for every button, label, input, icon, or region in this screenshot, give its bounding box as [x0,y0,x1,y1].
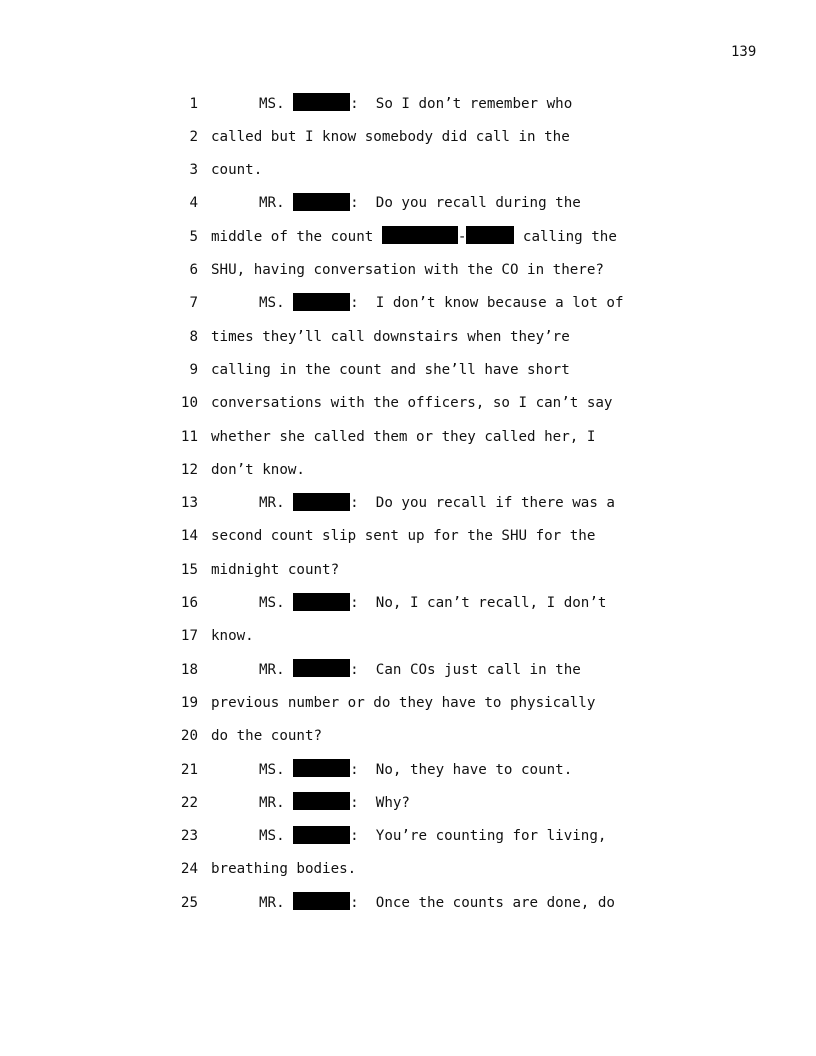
redacted-name [293,293,350,311]
line-number: 25 [180,894,198,911]
transcript-line [0,393,816,413]
continuation-line: conversations with the officers, so I can’t say [211,395,613,412]
transcript-line [0,726,816,746]
line-number: 1 [189,95,198,112]
line-number: 8 [189,328,198,345]
continuation-line: don’t know. [211,461,305,478]
speech-text: : No, I can’t recall, I don’t [350,595,607,611]
redacted-name [293,659,350,677]
redacted-name [293,792,350,810]
speaker-title: MR. [259,794,285,811]
transcript-line [0,493,816,513]
transcript-line [0,160,816,180]
continuation-line: midnight count? [211,561,340,578]
speaker-title: MS. [259,95,285,112]
transcript-line [0,693,816,713]
speaker-line [259,593,606,613]
speech-text: : Why? [350,794,410,811]
continuation-line: called but I know somebody did call in the [211,128,570,145]
continuation-line [211,227,617,247]
transcript-line [0,526,816,546]
redacted-name [293,593,350,611]
line-number: 19 [180,694,198,711]
line-number: 18 [180,661,198,678]
line-number: 11 [180,428,198,445]
redacted-name [293,826,350,844]
redacted-name [293,93,350,111]
speech-text: : I don’t know because a lot of [350,295,624,312]
speech-text: : No, they have to count. [350,761,573,778]
transcript-line [0,327,816,347]
speaker-title: MS. [259,295,285,312]
line-number: 15 [180,561,198,578]
speaker-title: MS. [259,828,285,845]
line-number: 6 [189,262,198,278]
transcript-line [0,460,816,480]
redacted-name [293,493,350,511]
line-number: 17 [180,628,198,645]
line-number: 5 [189,228,198,245]
transcript-line [0,626,816,646]
speaker-title: MS. [259,595,285,611]
speaker-title: MR. [259,894,285,911]
continuation-line: second count slip sent up for the SHU for the [211,528,596,545]
transcript-line [0,593,816,613]
transcript-line [0,859,816,879]
line-number: 22 [180,794,198,811]
speaker-line [259,493,615,513]
line-number: 3 [189,162,198,179]
redacted-name [293,193,350,211]
speech-text: : You’re counting for living, [350,828,607,845]
transcript-line [0,260,816,280]
continuation-line: whether she called them or they called her, I [211,428,596,445]
speaker-line [259,793,410,813]
line-number: 10 [180,395,198,412]
line-number: 21 [180,761,198,778]
redacted-name [382,226,458,244]
speech-text: : Can COs just call in the [350,661,581,678]
speaker-line [259,293,624,313]
speaker-line [259,760,572,780]
page-number: 139 [731,44,757,60]
continuation-line: times they’ll call downstairs when they’re [211,328,570,345]
continuation-line: know. [211,628,254,645]
transcript-line [0,427,816,447]
line-number: 7 [189,295,198,312]
speech-text: middle of the count [211,228,382,245]
speaker-line [259,826,606,846]
continuation-line: breathing bodies. [211,861,357,878]
line-number: 2 [189,128,198,145]
speaker-title: MR. [259,661,285,678]
speech-text: : Do you recall if there was a [350,495,615,512]
line-number: 20 [180,728,198,745]
speech-text: : Do you recall during the [350,195,581,212]
speech-text: : Once the counts are done, do [350,894,615,911]
line-number: 14 [180,528,198,545]
continuation-line: SHU, having conversation with the CO in there? [211,262,604,278]
redacted-name [293,892,350,910]
transcript-line [0,127,816,147]
transcript-line [0,893,816,913]
transcript-line [0,793,816,813]
transcript-line [0,360,816,380]
continuation-line: do the count? [211,728,323,745]
transcript-line [0,760,816,780]
line-number: 12 [180,461,198,478]
line-number: 9 [189,361,198,378]
line-number: 23 [180,828,198,845]
line-number: 13 [180,495,198,512]
line-number: 16 [180,595,198,611]
transcript-line [0,660,816,680]
line-number: 24 [180,861,198,878]
transcript-line [0,227,816,247]
transcript-line [0,826,816,846]
speaker-title: MR. [259,195,285,212]
hyphen: - [457,228,467,245]
speech-text: : So I don’t remember who [350,95,573,112]
speech-text: calling the [514,228,617,245]
continuation-line: calling in the count and she’ll have short [211,361,570,378]
transcript-line [0,560,816,580]
speaker-title: MS. [259,761,285,778]
speaker-title: MR. [259,495,285,512]
transcript-line [0,293,816,313]
speaker-line [259,660,581,680]
continuation-line: previous number or do they have to physically [211,694,596,711]
speaker-line [259,94,572,114]
speaker-line [259,893,615,913]
redacted-name [466,226,514,244]
transcript-line [0,94,816,114]
speaker-line [259,193,581,213]
redacted-name [293,759,350,777]
line-number: 4 [189,195,198,212]
transcript-line [0,193,816,213]
continuation-line: count. [211,162,263,179]
